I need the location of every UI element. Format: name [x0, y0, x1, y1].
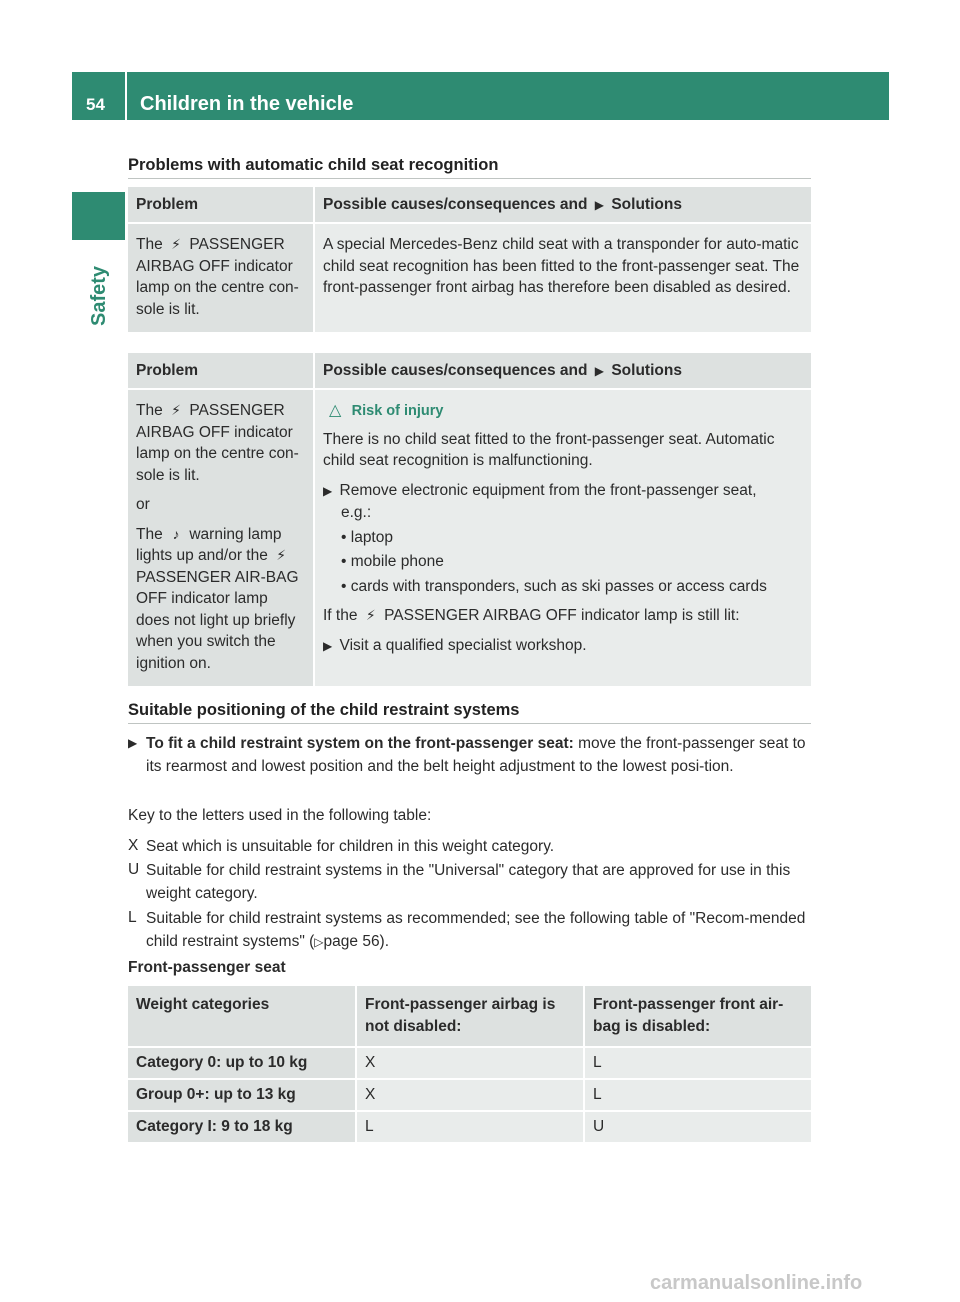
warning-heading [323, 400, 803, 423]
table-cell: L [584, 1079, 811, 1111]
weight-category: Category I: 9 to 18 kg [128, 1111, 356, 1143]
problem-b-mid: warning lamp lights up and/or the [136, 525, 282, 564]
key-letter: L [128, 909, 137, 926]
airbag-off-icon: ⚡ [276, 547, 287, 563]
col-header-causes-text: Possible causes/consequences and [323, 361, 588, 379]
problem-b-text: PASSENGER AIR-BAG OFF indicator lamp does not light up briefly when you switch the ignition on. [136, 568, 299, 672]
problem-or: or [136, 496, 150, 513]
key-letter: X [128, 837, 139, 854]
step-remove-text: Remove electronic equipment from the front-passenger seat, [339, 481, 757, 499]
table-row-causes: A special Mercedes-Benz child seat with a transponder for auto-matic child seat recognition has been fitted to the front-passenger seat. The front-passenger front airbag has therefore been disabled as desired. [314, 223, 811, 332]
watermark: carmanualsonline.info [650, 1272, 863, 1294]
arrow-icon: ▶ [594, 363, 605, 378]
airbag-off-icon: ⚡ [365, 607, 376, 623]
key-text [128, 907, 811, 954]
weight-category: Group 0+: up to 13 kg [128, 1079, 356, 1111]
list-item [323, 527, 803, 549]
instruction-body [128, 732, 811, 778]
instruction-bold: To fit a child restraint system on the front-passenger seat: [146, 735, 574, 752]
table-cell: X [356, 1047, 584, 1079]
key-x [128, 835, 811, 858]
problem-text: PASSENGER AIRBAG OFF indicator lamp on the centre con-sole is lit. [136, 236, 299, 318]
step-visit [323, 635, 803, 658]
col-header-solutions-text: Solutions [611, 361, 682, 379]
col-header-causes [314, 353, 811, 389]
section-title-positioning: Suitable positioning of the child restraint systems [128, 701, 520, 719]
key-letter: U [128, 861, 140, 878]
col-header-problem: Problem [128, 187, 314, 223]
arrow-icon: ▶ [594, 197, 605, 212]
problem-a [136, 400, 305, 486]
problems-table-1 [128, 187, 811, 332]
section-rule [128, 178, 811, 179]
side-tab-block [72, 192, 125, 240]
problem-text-pre: The [136, 236, 163, 253]
if-text: PASSENGER AIRBAG OFF indicator lamp is still lit: [384, 607, 740, 624]
arrow-icon: ▶ [323, 483, 333, 498]
table-row-problem [128, 389, 314, 686]
problem-a-pre: The [136, 402, 163, 419]
warning-title: Risk of injury [351, 403, 444, 419]
list-item [323, 576, 803, 598]
airbag-off-icon: ⚡ [171, 236, 181, 252]
arrow-icon: ▶ [323, 638, 333, 653]
list-item-text: laptop [350, 528, 393, 546]
section-title-problems: Problems with automatic child seat recognition [128, 156, 499, 174]
step-remove [323, 480, 803, 503]
problems-table-2 [128, 353, 811, 686]
side-tab [84, 252, 116, 332]
table-cell: X [356, 1079, 584, 1111]
bullet-icon: • [341, 577, 347, 595]
page-title: Children in the vehicle [140, 93, 354, 115]
problem-b-pre: The [136, 525, 163, 543]
table-row [128, 1111, 811, 1143]
key-l [128, 907, 811, 954]
front-passenger-seat-table [128, 986, 811, 1144]
page-ref-link[interactable]: page 56). [323, 933, 390, 950]
key-text: Suitable for child restraint systems in the "Universal" category that are approved for use in this weight category. [146, 862, 791, 902]
col-header-airbag-disabled: Front-passenger front air-bag is disabled: [584, 986, 811, 1047]
key-u [128, 859, 811, 905]
instruction [128, 732, 811, 778]
page-ref-icon: ▷ [314, 935, 324, 949]
key-text: Seat which is unsuitable for children in this weight category. [146, 838, 555, 855]
col-header-weight: Weight categories [128, 986, 356, 1047]
side-tab-label: Safety [88, 265, 110, 326]
step-remove-eg: e.g.: [341, 504, 372, 521]
step-visit-text: Visit a qualified specialist workshop. [339, 636, 587, 654]
table-row-problem [128, 223, 314, 332]
col-header-solutions-text: Solutions [611, 195, 682, 213]
if-still-lit [323, 605, 803, 627]
weight-category: Category 0: up to 10 kg [128, 1047, 356, 1079]
table-cell: L [584, 1047, 811, 1079]
col-header-causes-text: Possible causes/consequences and [323, 195, 588, 213]
table-row [128, 1047, 811, 1079]
airbag-off-icon: ⚡ [171, 402, 181, 418]
list-item [323, 551, 803, 573]
col-header-airbag-enabled: Front-passenger airbag is not disabled: [356, 986, 584, 1047]
list-item-text: mobile phone [350, 553, 444, 570]
section-rule [128, 723, 811, 724]
key-intro: Key to the letters used in the following table: [128, 807, 432, 824]
list-item-text: cards with transponders, such as ski passes or access cards [350, 577, 767, 595]
table-cell: L [356, 1111, 584, 1143]
col-header-problem: Problem [128, 353, 314, 389]
table-row-solutions [314, 389, 811, 686]
page-number: 54 [72, 72, 125, 120]
table-cell: U [584, 1111, 811, 1143]
warning-text: There is no child seat fitted to the front-passenger seat. Automatic child seat recognition is malfunctioning. [323, 430, 775, 469]
problem-a-text: PASSENGER AIRBAG OFF indicator lamp on the centre con-sole is lit. [136, 402, 299, 484]
problem-b [136, 524, 305, 675]
airbag-warning-icon: ♪ [172, 525, 180, 542]
arrow-icon: ▶ [128, 736, 138, 750]
key-text-pre: Suitable for child restraint systems as recommended; see the following table of "Recom-mended child restraint systems" ( [146, 910, 806, 950]
col-header-causes [314, 187, 811, 223]
instruction-text: move the front-passenger seat to its rearmost and lowest position and the belt height adjustment to the lowest posi-tion. [146, 735, 806, 775]
table-heading: Front-passenger seat [128, 959, 286, 976]
warning-icon: △ [329, 402, 342, 419]
bullet-icon: • [341, 528, 347, 546]
if-pre: If the [323, 607, 358, 624]
table-row [128, 1079, 811, 1111]
bullet-icon: • [341, 553, 347, 570]
